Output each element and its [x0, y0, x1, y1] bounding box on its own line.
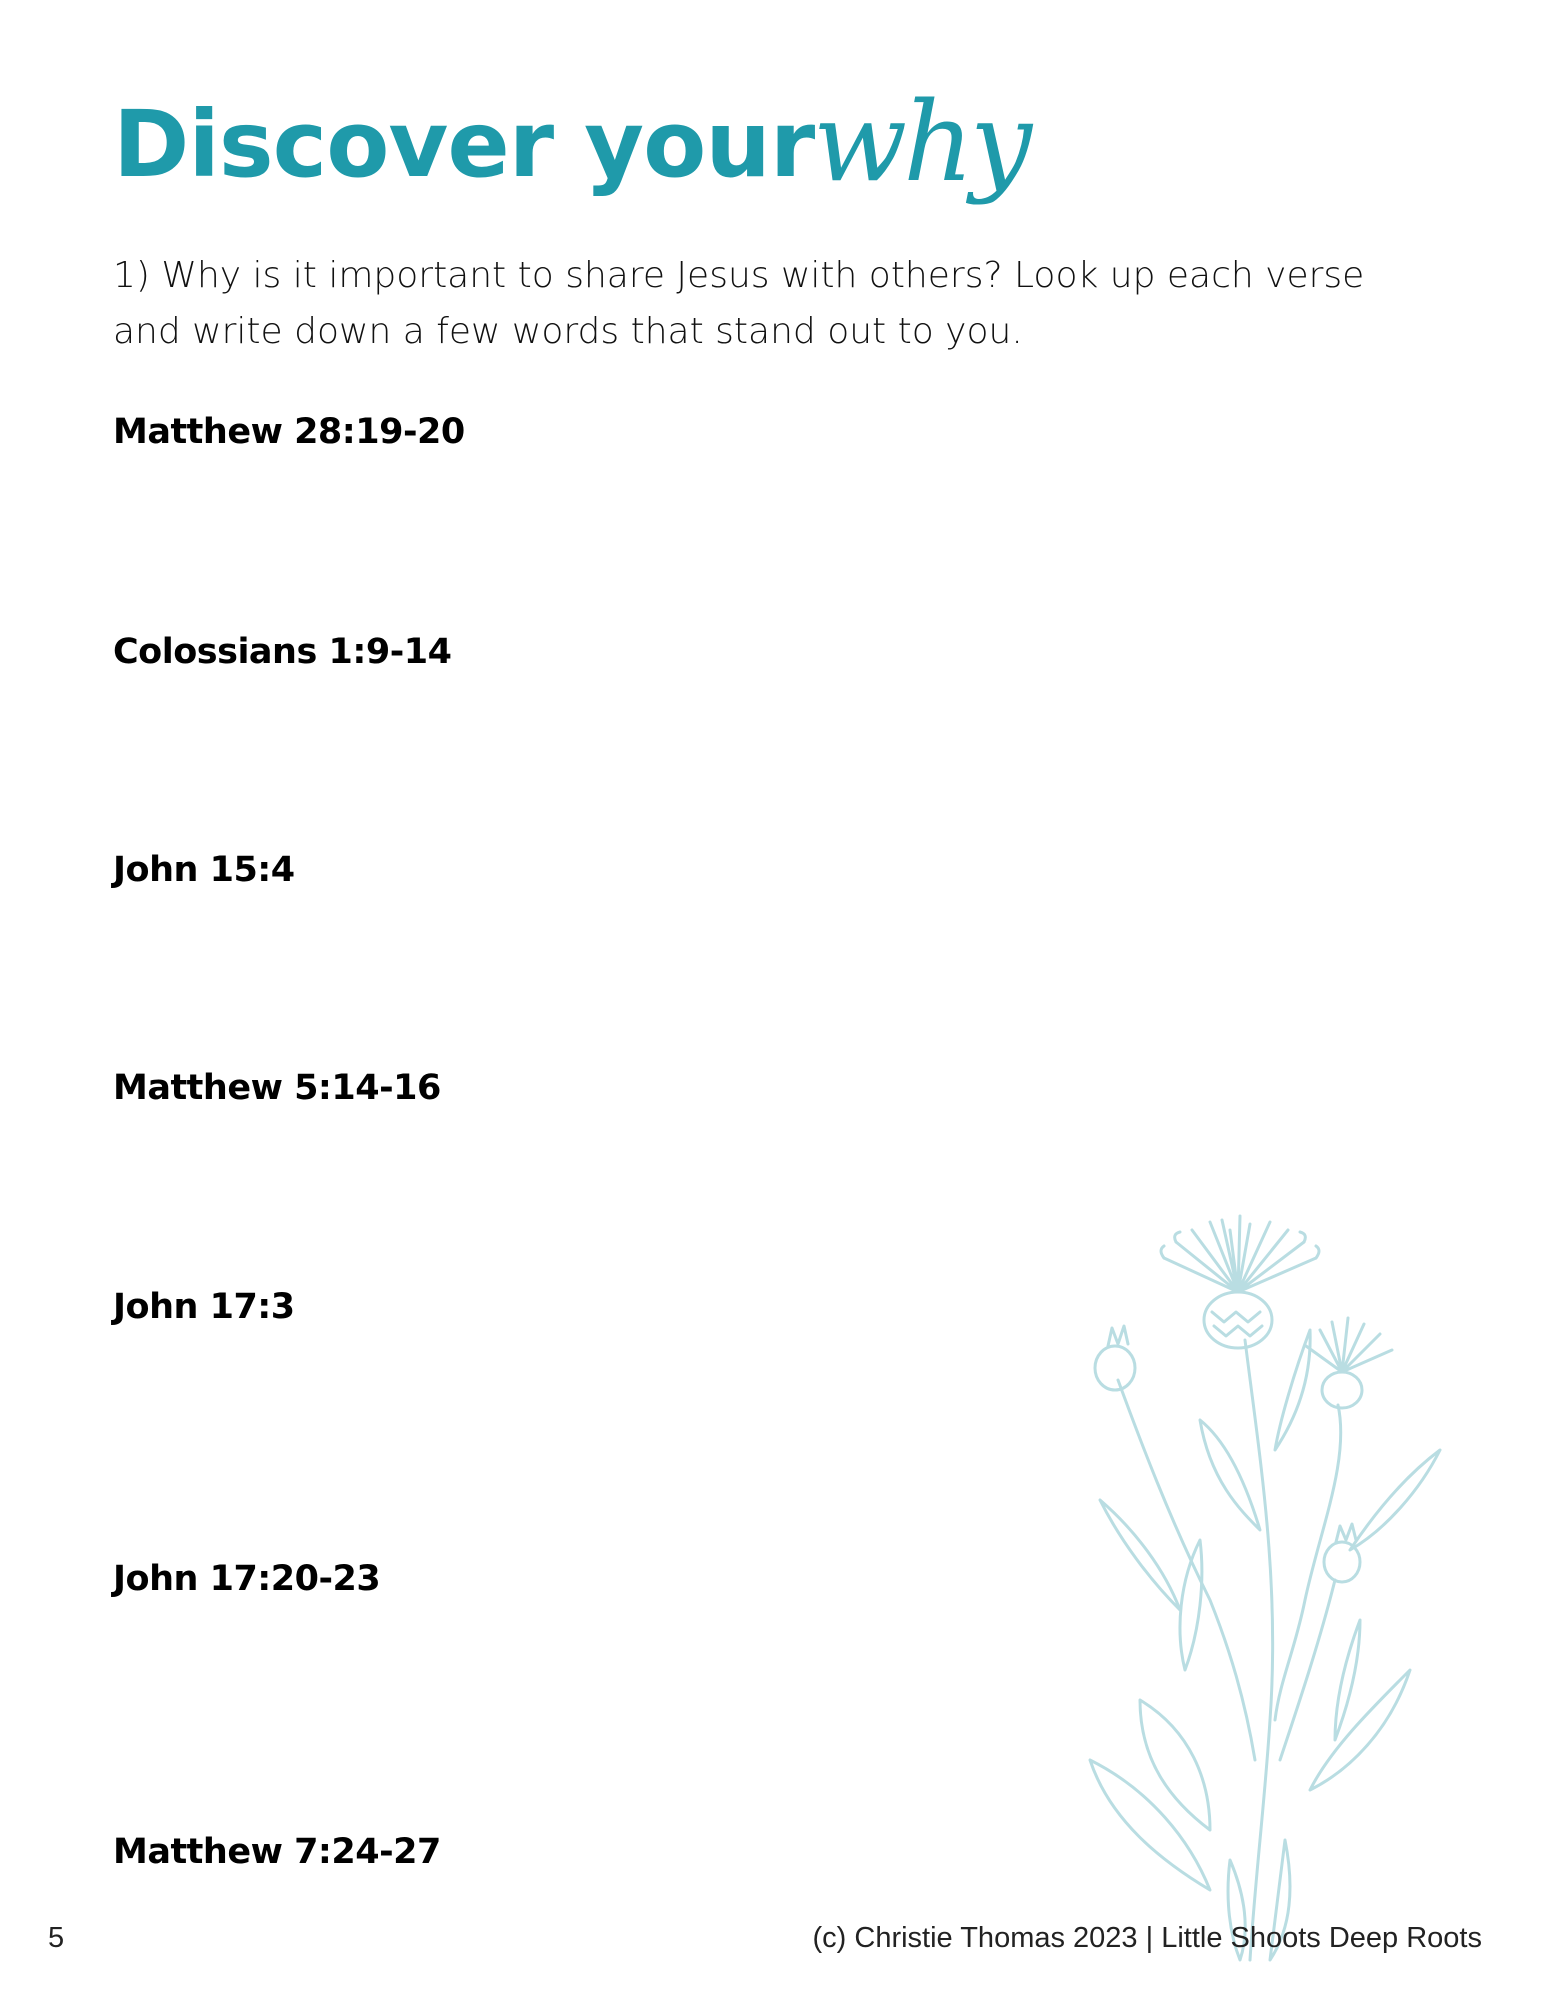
thistle-flower-illustration [1080, 1200, 1500, 1970]
page-title [113, 78, 1113, 262]
title-main: Discover your [113, 91, 815, 198]
verse-reference: John 17:3 [113, 1287, 295, 1327]
verse-reference: Matthew 7:24-27 [113, 1832, 441, 1872]
footer-credit: (c) Christie Thomas 2023 | Little Shoots Deep Roots [812, 1922, 1482, 1954]
question-prompt: 1) Why is it important to share Jesus with others? Look up each verse and write down a few words that stand out to you. [113, 255, 1365, 352]
verse-reference: John 15:4 [113, 850, 295, 890]
verse-reference: Matthew 28:19-20 [113, 412, 465, 452]
page-number: 5 [48, 1922, 65, 1954]
verse-reference: John 17:20-23 [113, 1559, 381, 1599]
verse-reference: Matthew 5:14-16 [113, 1068, 441, 1108]
title-script: why [813, 78, 1029, 206]
verse-reference: Colossians 1:9-14 [113, 632, 452, 672]
